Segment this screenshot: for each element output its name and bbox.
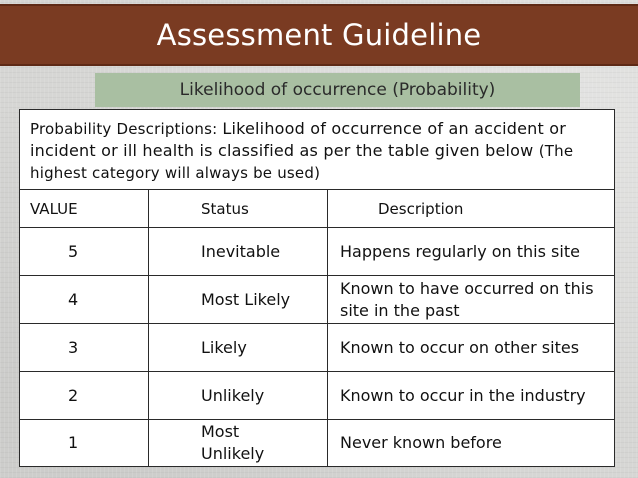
row-description: Known to occur on other sites: [340, 337, 580, 357]
table-row: [20, 276, 614, 324]
description-note: (The highest category will always be used): [30, 142, 574, 182]
row-status: Unlikely: [149, 372, 328, 419]
table-row: [20, 324, 614, 372]
row-description: Never known before: [340, 433, 502, 452]
table-header-row: [20, 190, 614, 228]
header-value: VALUE: [20, 190, 149, 227]
table-row: [20, 228, 614, 276]
title-banner: [0, 4, 638, 66]
row-status: Most Unlikely: [149, 420, 328, 466]
table-row: [20, 420, 614, 466]
row-value: 4: [20, 276, 149, 323]
row-value: 3: [20, 324, 149, 371]
row-status: Most Likely: [149, 276, 328, 323]
subtitle-bar: [95, 73, 580, 107]
slide-title: Assessment Guideline: [156, 18, 482, 52]
row-description: Known to occur in the industry: [340, 385, 586, 405]
row-description: Happens regularly on this site: [340, 241, 580, 261]
description-label: Probability Descriptions:: [30, 120, 223, 138]
probability-description: [20, 110, 614, 190]
header-status: Status: [149, 190, 328, 227]
row-value: 1: [20, 420, 149, 466]
row-status: Inevitable: [149, 228, 328, 275]
row-status: Likely: [149, 324, 328, 371]
table-row: [20, 372, 614, 420]
row-value: 5: [20, 228, 149, 275]
probability-table: [19, 109, 615, 467]
slide-subtitle: Likelihood of occurrence (Probability): [179, 80, 496, 100]
row-description: Known to have occurred on this site in the past: [340, 278, 594, 320]
description-text: Likelihood of occurrence of an accident or incident or ill health is classified as per the table given below: [30, 119, 566, 160]
row-value: 2: [20, 372, 149, 419]
header-description: Description: [378, 199, 464, 218]
